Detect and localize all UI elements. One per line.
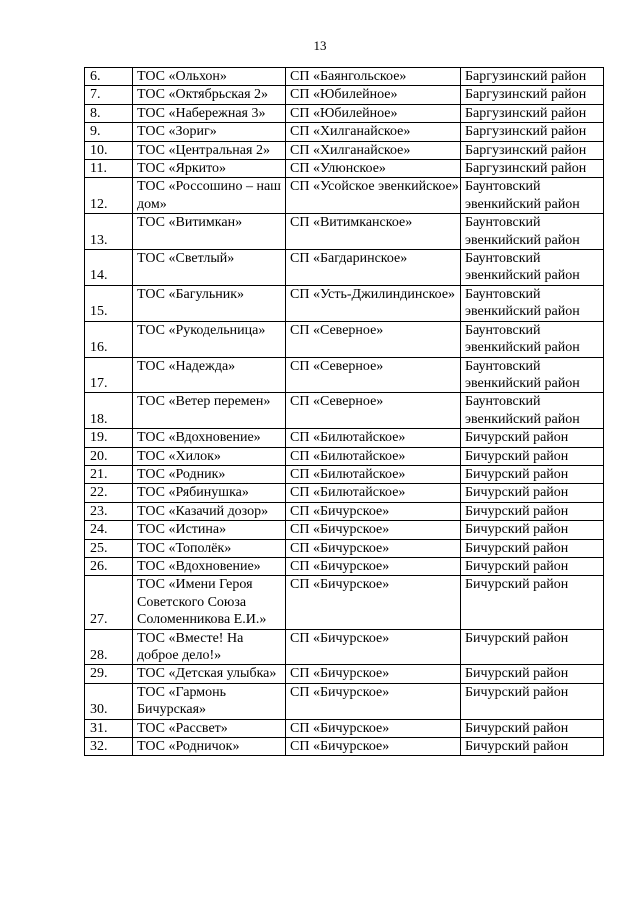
row-number-cell: 12. bbox=[85, 178, 133, 214]
settlement-cell: СП «Юбилейное» bbox=[286, 104, 461, 122]
district-cell: Баргузинский район bbox=[461, 104, 604, 122]
district-cell: Бичурский район bbox=[461, 539, 604, 557]
table-row bbox=[85, 68, 604, 86]
district-cell: Бичурский район bbox=[461, 719, 604, 737]
table-row bbox=[85, 521, 604, 539]
tos-name-cell: ТОС «Рассвет» bbox=[133, 719, 286, 737]
district-cell: Баргузинский район bbox=[461, 86, 604, 104]
district-cell: Бичурский район bbox=[461, 484, 604, 502]
tos-name-cell: ТОС «Светлый» bbox=[133, 250, 286, 286]
district-cell: Баунтовский эвенкийский район bbox=[461, 393, 604, 429]
district-cell: Бичурский район bbox=[461, 502, 604, 520]
row-number-cell: 24. bbox=[85, 521, 133, 539]
tos-registry-table bbox=[84, 67, 604, 756]
table-row bbox=[85, 539, 604, 557]
settlement-cell: СП «Бичурское» bbox=[286, 539, 461, 557]
table-row bbox=[85, 557, 604, 575]
tos-name-cell: ТОС «Тополёк» bbox=[133, 539, 286, 557]
table-row bbox=[85, 429, 604, 447]
settlement-cell: СП «Билютайское» bbox=[286, 447, 461, 465]
table-row bbox=[85, 393, 604, 429]
tos-name-cell: ТОС «Витимкан» bbox=[133, 214, 286, 250]
settlement-cell: СП «Бичурское» bbox=[286, 521, 461, 539]
tos-name-cell: ТОС «Ветер перемен» bbox=[133, 393, 286, 429]
district-cell: Баргузинский район bbox=[461, 68, 604, 86]
district-cell: Баунтовский эвенкийский район bbox=[461, 321, 604, 357]
tos-name-cell: ТОС «Набережная 3» bbox=[133, 104, 286, 122]
settlement-cell: СП «Усть-Джилиндинское» bbox=[286, 285, 461, 321]
tos-name-cell: ТОС «Центральная 2» bbox=[133, 141, 286, 159]
page-number: 13 bbox=[313, 38, 327, 53]
settlement-cell: СП «Северное» bbox=[286, 321, 461, 357]
row-number-cell: 31. bbox=[85, 719, 133, 737]
district-cell: Бичурский район bbox=[461, 557, 604, 575]
row-number-cell: 32. bbox=[85, 738, 133, 756]
settlement-cell: СП «Бичурское» bbox=[286, 665, 461, 683]
district-cell: Бичурский район bbox=[461, 576, 604, 629]
row-number-cell: 9. bbox=[85, 123, 133, 141]
tos-name-cell: ТОС «Хилок» bbox=[133, 447, 286, 465]
tos-name-cell: ТОС «Яркито» bbox=[133, 160, 286, 178]
settlement-cell: СП «Бичурское» bbox=[286, 502, 461, 520]
settlement-cell: СП «Бичурское» bbox=[286, 719, 461, 737]
row-number-cell: 21. bbox=[85, 465, 133, 483]
table-row bbox=[85, 86, 604, 104]
tos-name-cell: ТОС «Рябинушка» bbox=[133, 484, 286, 502]
table-row bbox=[85, 250, 604, 286]
settlement-cell: СП «Бичурское» bbox=[286, 683, 461, 719]
table-row bbox=[85, 104, 604, 122]
table-row bbox=[85, 465, 604, 483]
tos-name-cell: ТОС «Гармонь Бичурская» bbox=[133, 683, 286, 719]
settlement-cell: СП «Хилганайское» bbox=[286, 123, 461, 141]
row-number-cell: 27. bbox=[85, 576, 133, 629]
tos-name-cell: ТОС «Истина» bbox=[133, 521, 286, 539]
row-number-cell: 6. bbox=[85, 68, 133, 86]
table-body bbox=[85, 68, 604, 756]
table-row bbox=[85, 683, 604, 719]
row-number-cell: 18. bbox=[85, 393, 133, 429]
district-cell: Бичурский район bbox=[461, 447, 604, 465]
tos-name-cell: ТОС «Октябрьская 2» bbox=[133, 86, 286, 104]
row-number-cell: 13. bbox=[85, 214, 133, 250]
settlement-cell: СП «Усойское эвенкийское» bbox=[286, 178, 461, 214]
table-row bbox=[85, 214, 604, 250]
row-number-cell: 16. bbox=[85, 321, 133, 357]
table-row bbox=[85, 484, 604, 502]
district-cell: Бичурский район bbox=[461, 629, 604, 665]
district-cell: Бичурский район bbox=[461, 521, 604, 539]
district-cell: Баунтовский эвенкийский район bbox=[461, 285, 604, 321]
district-cell: Бичурский район bbox=[461, 429, 604, 447]
table-row bbox=[85, 357, 604, 393]
tos-name-cell: ТОС «Багульник» bbox=[133, 285, 286, 321]
district-cell: Баргузинский район bbox=[461, 141, 604, 159]
settlement-cell: СП «Бичурское» bbox=[286, 576, 461, 629]
tos-name-cell: ТОС «Зориг» bbox=[133, 123, 286, 141]
row-number-cell: 28. bbox=[85, 629, 133, 665]
district-cell: Баунтовский эвенкийский район bbox=[461, 250, 604, 286]
row-number-cell: 17. bbox=[85, 357, 133, 393]
tos-name-cell: ТОС «Вдохновение» bbox=[133, 557, 286, 575]
tos-name-cell: ТОС «Ольхон» bbox=[133, 68, 286, 86]
row-number-cell: 11. bbox=[85, 160, 133, 178]
settlement-cell: СП «Баянгольское» bbox=[286, 68, 461, 86]
settlement-cell: СП «Билютайское» bbox=[286, 429, 461, 447]
row-number-cell: 14. bbox=[85, 250, 133, 286]
row-number-cell: 29. bbox=[85, 665, 133, 683]
tos-name-cell: ТОС «Родник» bbox=[133, 465, 286, 483]
tos-name-cell: ТОС «Родничок» bbox=[133, 738, 286, 756]
settlement-cell: СП «Северное» bbox=[286, 393, 461, 429]
row-number-cell: 22. bbox=[85, 484, 133, 502]
settlement-cell: СП «Бичурское» bbox=[286, 557, 461, 575]
table-row bbox=[85, 160, 604, 178]
settlement-cell: СП «Бичурское» bbox=[286, 738, 461, 756]
table-row bbox=[85, 502, 604, 520]
settlement-cell: СП «Билютайское» bbox=[286, 484, 461, 502]
tos-name-cell: ТОС «Казачий дозор» bbox=[133, 502, 286, 520]
row-number-cell: 30. bbox=[85, 683, 133, 719]
district-cell: Баргузинский район bbox=[461, 160, 604, 178]
row-number-cell: 23. bbox=[85, 502, 133, 520]
district-cell: Баргузинский район bbox=[461, 123, 604, 141]
tos-name-cell: ТОС «Вместе! На доброе дело!» bbox=[133, 629, 286, 665]
settlement-cell: СП «Билютайское» bbox=[286, 465, 461, 483]
settlement-cell: СП «Багдаринское» bbox=[286, 250, 461, 286]
table-row bbox=[85, 321, 604, 357]
table-row bbox=[85, 665, 604, 683]
settlement-cell: СП «Улюнское» bbox=[286, 160, 461, 178]
row-number-cell: 20. bbox=[85, 447, 133, 465]
row-number-cell: 26. bbox=[85, 557, 133, 575]
district-cell: Баунтовский эвенкийский район bbox=[461, 178, 604, 214]
table-row bbox=[85, 576, 604, 629]
row-number-cell: 8. bbox=[85, 104, 133, 122]
settlement-cell: СП «Хилганайское» bbox=[286, 141, 461, 159]
row-number-cell: 7. bbox=[85, 86, 133, 104]
district-cell: Баунтовский эвенкийский район bbox=[461, 214, 604, 250]
row-number-cell: 25. bbox=[85, 539, 133, 557]
district-cell: Бичурский район bbox=[461, 738, 604, 756]
row-number-cell: 10. bbox=[85, 141, 133, 159]
table-row bbox=[85, 738, 604, 756]
settlement-cell: СП «Бичурское» bbox=[286, 629, 461, 665]
tos-name-cell: ТОС «Россошино – наш дом» bbox=[133, 178, 286, 214]
settlement-cell: СП «Юбилейное» bbox=[286, 86, 461, 104]
table-row bbox=[85, 178, 604, 214]
district-cell: Бичурский район bbox=[461, 665, 604, 683]
tos-name-cell: ТОС «Надежда» bbox=[133, 357, 286, 393]
table-row bbox=[85, 285, 604, 321]
settlement-cell: СП «Витимканское» bbox=[286, 214, 461, 250]
table-row bbox=[85, 447, 604, 465]
row-number-cell: 19. bbox=[85, 429, 133, 447]
settlement-cell: СП «Северное» bbox=[286, 357, 461, 393]
table-row bbox=[85, 719, 604, 737]
table-row bbox=[85, 141, 604, 159]
tos-name-cell: ТОС «Детская улыбка» bbox=[133, 665, 286, 683]
table-row bbox=[85, 123, 604, 141]
tos-name-cell: ТОС «Вдохновение» bbox=[133, 429, 286, 447]
table-row bbox=[85, 629, 604, 665]
tos-name-cell: ТОС «Имени Героя Советского Союза Соломенникова Е.И.» bbox=[133, 576, 286, 629]
district-cell: Бичурский район bbox=[461, 683, 604, 719]
district-cell: Баунтовский эвенкийский район bbox=[461, 357, 604, 393]
tos-name-cell: ТОС «Рукодельница» bbox=[133, 321, 286, 357]
row-number-cell: 15. bbox=[85, 285, 133, 321]
district-cell: Бичурский район bbox=[461, 465, 604, 483]
